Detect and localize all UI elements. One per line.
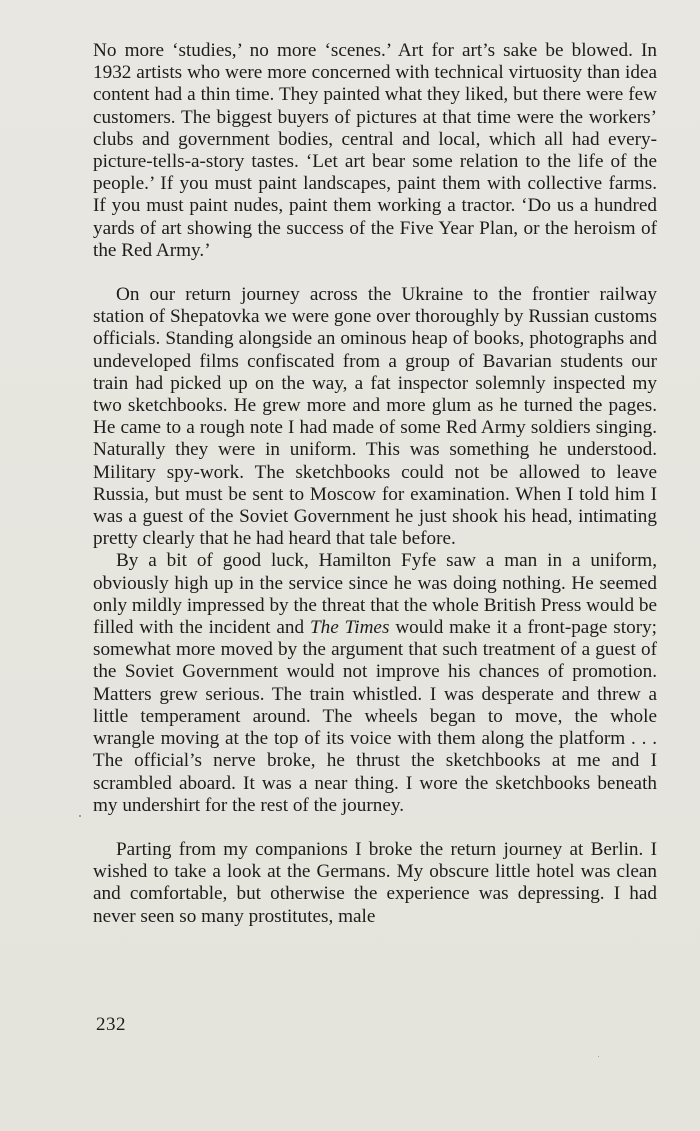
paragraph-hamilton-fyfe — [93, 550, 657, 816]
paragraph-hamilton-fyfe-rest: would make it a front-page story; somewhat more moved by the argument that such treatment of a guest of the Soviet Government would not improve his chances of promotion. Matters grew serious. The train whistled. I was desperate and threw a little temperament around. The wheels began to move, the whole wrangle moving at the top of its voice with them along the platform . . . The official’s nerve broke, he thrust the sketchbooks at me and I scrambled aboard. It was a near thing. I wore the sketchbooks beneath my undershirt for the rest of the journey. — [93, 617, 658, 816]
paragraph-customs-inspection: On our return journey across the Ukraine to the frontier railway station of Shepatovka we were gone over thoroughly by Russian customs officials. Standing alongside an ominous heap of books, photographs and undeveloped films confiscated from a group of Bavarian students our train had picked up on the way, a fat inspector solemnly inspected my two sketchbooks. He grew more and more glum as he turned the pages. He came to a rough note I had made of some Red Army soldiers singing. Naturally they were in uniform. This was something he understood. Military spy-work. The sketchbooks could not be allowed to leave Russia, but must be sent to Moscow for examination. When I told him I was a guest of the Soviet Government he just shook his head, intimating pretty clearly that he had heard that tale before. — [93, 284, 657, 550]
page-number: 232 — [96, 1014, 126, 1035]
paragraph-berlin: Parting from my companions I broke the return journey at Berlin. I wished to take a look at the Germans. My obscure little hotel was clean and comfortable, but otherwise the experience was depressing. I had never seen so many prostitutes, male — [93, 838, 657, 927]
paragraph-hamilton-fyfe-lead: By a bit of good luck, Hamilton Fyfe saw a man in a uniform, obviously high up in the service since he was doing nothing. He seemed only mildly impressed by the threat that the whole British Press would be filled with the incident and — [93, 550, 657, 639]
newspaper-title: The Times — [309, 617, 390, 639]
paragraph-art-policy: No more ‘studies,’ no more ‘scenes.’ Art for art’s sake be blowed. In 1932 artists who were more concerned with technical virtuosity than idea content had a thin time. They painted what they liked, but there were few customers. The biggest buyers of pictures at that time were the workers’ clubs and government bodies, central and local, which all had every-picture-tells-a-story tastes. ‘Let art bear some relation to the life of the people.’ If you must paint landscapes, paint them with collective farms. If you must paint nudes, paint them working a tractor. ‘Do us a hundred yards of art showing the success of the Five Year Plan, or the heroism of the Red Army.’ — [93, 40, 657, 261]
paper-speck — [79, 815, 81, 817]
paper-speck — [598, 1056, 599, 1057]
body-text — [93, 40, 657, 928]
